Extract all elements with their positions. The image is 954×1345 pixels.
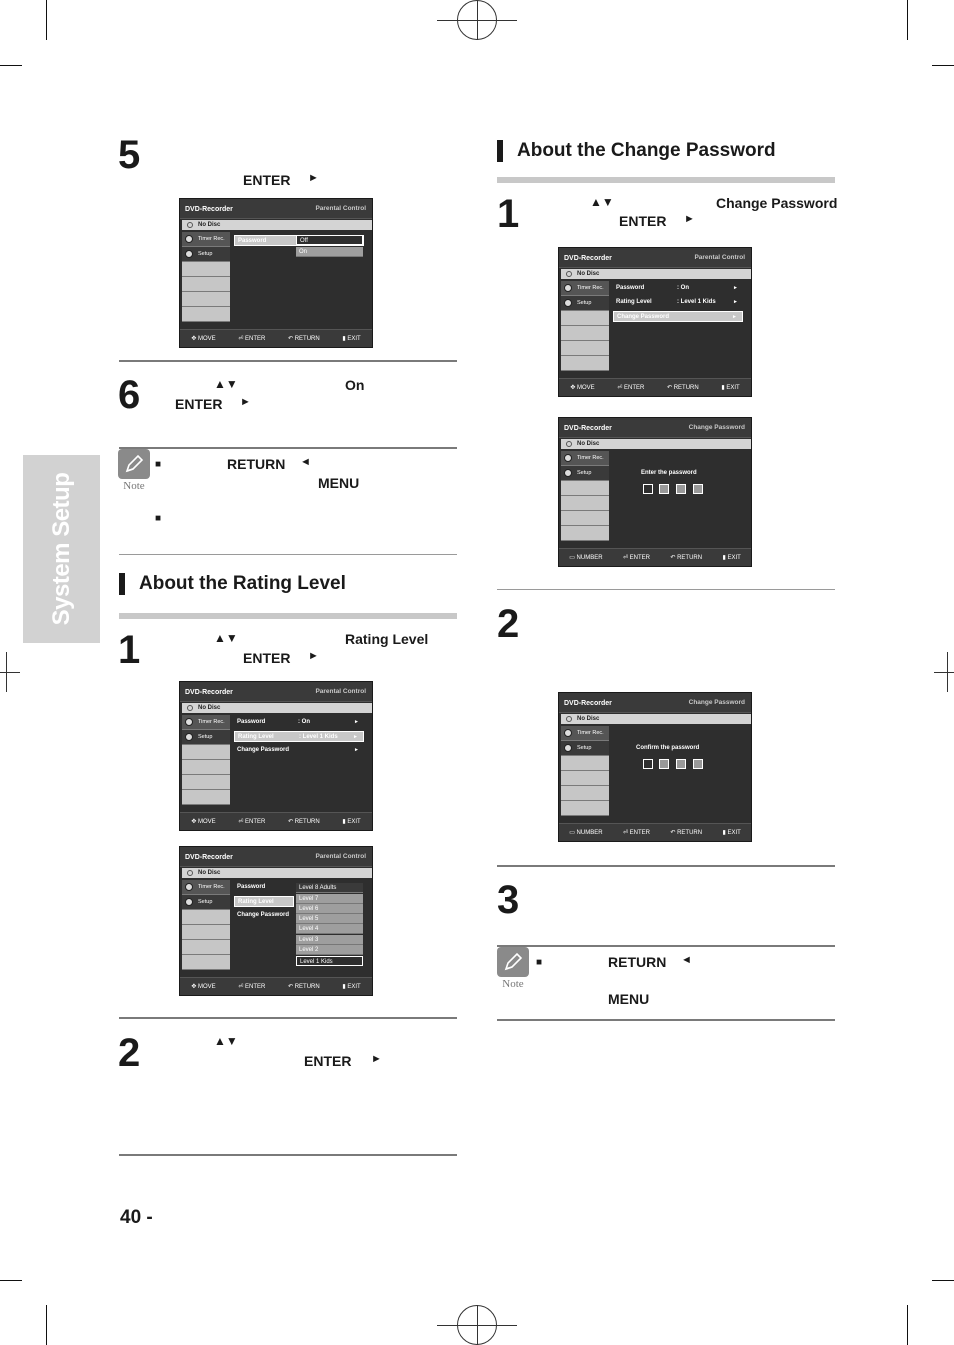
right-arrow-icon: ► xyxy=(308,172,319,184)
divider xyxy=(497,1019,835,1021)
rating-level-label: Rating Level xyxy=(345,631,429,647)
up-down-arrow-icon: ▲▼ xyxy=(214,377,238,391)
osd-level-option: Level 8 Adults xyxy=(296,883,363,893)
osd-screen-enter-password: DVD-Recorder Change Password No Disc Timer Rec. Setup Enter the password ▭ NUMBER ⏎ ENTER ↶ RETURN ▮ EXIT xyxy=(558,417,752,567)
page-number: 40 - xyxy=(120,1207,153,1228)
enter-key-label: ENTER xyxy=(243,172,291,188)
section-heading: About the Change Password xyxy=(497,140,776,162)
osd-option-off: Off xyxy=(296,235,363,245)
registration-mark xyxy=(0,672,20,673)
step-number: 2 xyxy=(118,1031,141,1075)
divider xyxy=(119,554,457,555)
registration-mark xyxy=(477,1305,478,1345)
bullet: ■ xyxy=(536,957,543,968)
osd-password-digit xyxy=(693,484,703,494)
note-icon: Note xyxy=(118,449,150,493)
enter-key-label: ENTER xyxy=(175,396,223,412)
right-arrow-icon: ► xyxy=(371,1053,382,1065)
enter-key-label: ENTER xyxy=(619,213,667,229)
osd-level-option: Level 6 xyxy=(296,904,363,914)
enter-key-label: ENTER xyxy=(243,650,291,666)
section-side-tab xyxy=(23,455,100,643)
crop-mark xyxy=(932,65,954,66)
crop-mark xyxy=(907,0,908,40)
return-key-label: RETURN xyxy=(608,954,667,970)
crop-mark xyxy=(0,65,22,66)
divider xyxy=(119,447,457,449)
osd-rating-level-row: Rating Level xyxy=(234,896,294,907)
osd-level-option: Level 7 xyxy=(296,894,363,904)
osd-password-digit xyxy=(659,759,669,769)
osd-rating-level-row: Rating Level : Level 1 Kids ► xyxy=(234,731,364,742)
step-number: 5 xyxy=(118,133,141,177)
heading-underline xyxy=(497,177,835,183)
osd-level-option: Level 4 xyxy=(296,924,363,934)
divider xyxy=(497,865,835,867)
osd-option-on: On xyxy=(296,247,363,257)
step-number: 2 xyxy=(497,602,520,646)
osd-password-row: Password xyxy=(234,235,364,246)
step-number: 6 xyxy=(118,373,141,417)
osd-screen-rating-levels: DVD-Recorder Parental Control No Disc Timer Rec. Setup Password Rating Level Change Password Level 8 Adults Level 7 Level 6 Level 5 Level 4 Level 3 Level 2 Level 1 Kids ✥ MOVE ⏎ ENTER ↶ RETURN ▮ EXIT xyxy=(179,846,373,996)
osd-password-digit xyxy=(659,484,669,494)
osd-screen-password-toggle: DVD-Recorder Parental Control No Disc Timer Rec. Setup Password Off On ✥ MOVE ⏎ ENTER ↶ RETURN ▮ EXIT xyxy=(179,198,373,348)
bullet: ■ xyxy=(155,459,162,470)
osd-change-password-row: Change Password xyxy=(237,912,290,918)
osd-screen-change-password-menu: DVD-Recorder Parental Control No Disc Timer Rec. Setup Password : On ► Rating Level : Level 1 Kids ► Change Password ► ✥ MOVE ⏎ ENTER ↶ RETURN ▮ EXIT xyxy=(558,247,752,397)
osd-password-digit xyxy=(676,759,686,769)
return-key-label: RETURN xyxy=(227,456,286,472)
divider xyxy=(119,360,457,362)
right-arrow-icon: ► xyxy=(684,213,695,225)
change-password-label: Change Password xyxy=(716,195,838,211)
osd-change-password-row: Change Password ► xyxy=(613,311,743,322)
osd-password-row: Password xyxy=(237,884,266,890)
osd-level-option: Level 5 xyxy=(296,914,363,924)
osd-password-digit xyxy=(643,759,653,769)
osd-password-row: Password : On ► xyxy=(237,719,359,725)
osd-level-option: Level 1 Kids xyxy=(296,956,363,966)
osd-password-digit xyxy=(693,759,703,769)
osd-screen-confirm-password: DVD-Recorder Change Password No Disc Timer Rec. Setup Confirm the password ▭ NUMBER ⏎ ENTER ↶ RETURN ▮ EXIT xyxy=(558,692,752,842)
osd-level-option: Level 3 xyxy=(296,935,363,945)
osd-enter-password-text: Enter the password xyxy=(641,470,697,476)
menu-key-label: MENU xyxy=(318,475,360,491)
osd-password-digit xyxy=(676,484,686,494)
divider xyxy=(119,1017,457,1019)
divider xyxy=(497,945,835,947)
divider xyxy=(497,589,835,590)
osd-rating-level-row: Rating Level : Level 1 Kids ► xyxy=(616,299,738,305)
crop-mark xyxy=(0,1280,22,1281)
menu-key-label: MENU xyxy=(608,991,650,1007)
left-arrow-icon: ◄ xyxy=(300,456,311,468)
osd-level-option: Level 2 xyxy=(296,945,363,955)
step-number: 1 xyxy=(118,628,141,672)
enter-key-label: ENTER xyxy=(304,1053,352,1069)
osd-password-digit xyxy=(643,484,653,494)
step-number: 1 xyxy=(497,192,520,236)
registration-mark xyxy=(934,672,954,673)
right-arrow-icon: ► xyxy=(240,396,251,408)
bullet: ■ xyxy=(155,513,162,524)
crop-mark xyxy=(46,1305,47,1345)
registration-mark xyxy=(477,0,478,40)
step-number: 3 xyxy=(497,878,520,922)
osd-confirm-password-text: Confirm the password xyxy=(636,745,700,751)
divider xyxy=(119,1154,457,1156)
crop-mark xyxy=(907,1305,908,1345)
up-down-arrow-icon: ▲▼ xyxy=(214,631,238,645)
left-arrow-icon: ◄ xyxy=(681,954,692,966)
up-down-arrow-icon: ▲▼ xyxy=(214,1034,238,1048)
up-down-arrow-icon: ▲▼ xyxy=(590,195,614,209)
crop-mark xyxy=(932,1280,954,1281)
note-icon: Note xyxy=(497,947,529,991)
osd-password-row: Password : On ► xyxy=(616,285,738,291)
osd-change-password-row: Change Password ► xyxy=(237,747,359,753)
side-tab-label: System Setup xyxy=(47,472,75,626)
heading-underline xyxy=(119,613,457,619)
right-arrow-icon: ► xyxy=(308,650,319,662)
section-heading: About the Rating Level xyxy=(119,573,346,595)
on-label: On xyxy=(345,377,365,393)
crop-mark xyxy=(46,0,47,40)
osd-screen-parental-menu: DVD-Recorder Parental Control No Disc Timer Rec. Setup Password : On ► Rating Level : Level 1 Kids ► Change Password ► ✥ MOVE ⏎ ENTER ↶ RETURN ▮ EXIT xyxy=(179,681,373,831)
